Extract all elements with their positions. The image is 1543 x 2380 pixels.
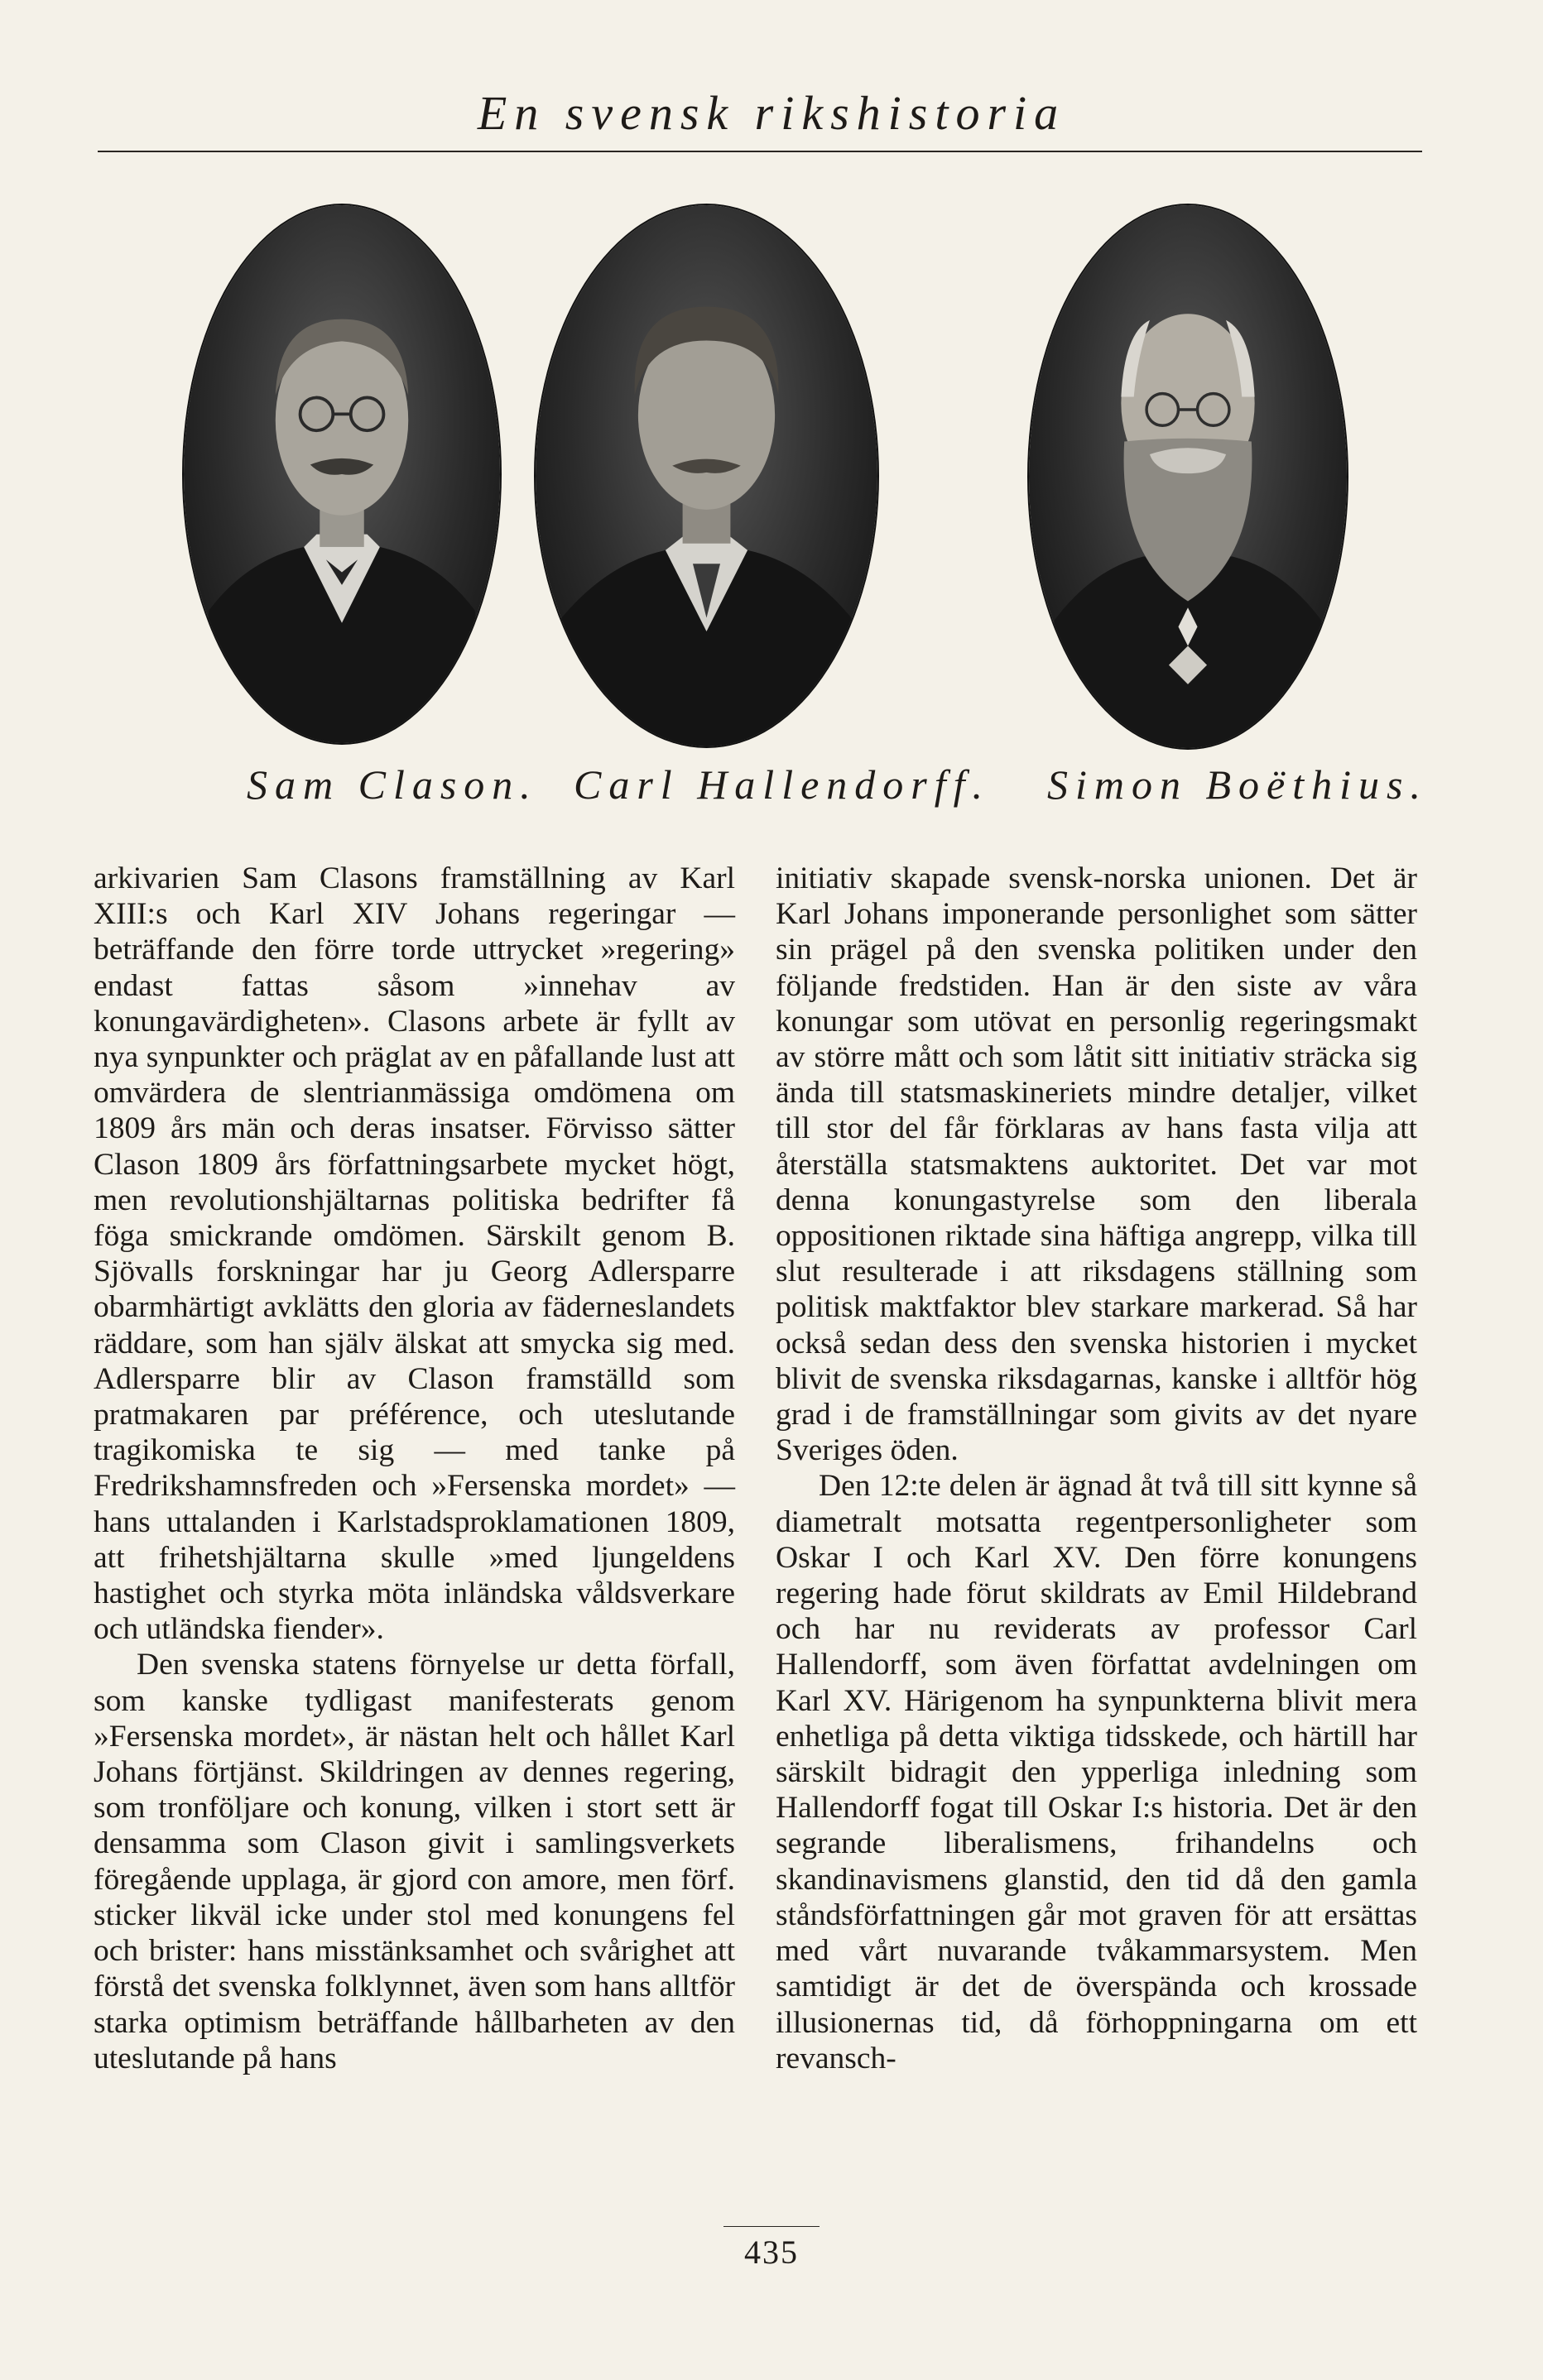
paragraph: arkivarien Sam Clasons framställning av Karl XIII:s och Karl XIV Johans regeringar — beträffande den förre torde uttrycket »regering» endast fattas såsom »innehav av konungavärdigheten». Clasons arbete är fyllt av nya synpunkter och präglat av en påfallande lust att omvärdera de slentrianmässiga omdömena om 1809 års män och deras insatser. Förvisso sätter Clason 1809 års författningsarbete mycket högt, men revolutionshjältarnas politiska bedrifter få föga smickrande omdömen. Särskilt genom B. Sjövalls forskningar har ju Georg Adlersparre obarmhärtigt avklätts den gloria av fäderneslandets räddare, som han själv älskat att smycka sig med. Adlersparre blir av Clason framställd som pratmakaren par préférence, och uteslutande tragikomiska te sig — med tanke på Fredrikshamnsfreden och »Fersenska mordet» — hans uttalanden i Karlstadsproklamationen 1809, att frihetshjältarna skulle »med ljungeldens hastighet och styrka möta inländska våldsverkare och utländska fiender».	[94, 861, 735, 1647]
portrait-carl-hallendorff	[536, 205, 877, 746]
paragraph: Den 12:te delen är ägnad åt två till sitt kynne så diametralt motsatta regentpersonligheter som Oskar I och Karl XV. Den förre konungens regering hade förut skildrats av Emil Hildebrand och har nu reviderats av professor Carl Hallendorff, som även författat avdelningen om Karl XV. Härigenom ha synpunkterna blivit mera enhetliga på detta viktiga tidsskede, och härtill har särskilt bidragit den ypperliga inledning som Hallendorff fogat till Oskar I:s historia. Det är den segrande liberalismens, frihandelns och skandinavismens glanstid, den tid då den gamla ståndsförfattningen går mot graven för att ersättas med vårt nuvarande tvåkammarsystem. Men samtidigt är det de överspända och krossade illusionernas tid, då förhoppningarna om ett revansch-	[776, 1469, 1417, 2075]
text-column-left	[94, 861, 735, 2076]
paragraph: initiativ skapade svensk-norska unionen. Det är Karl Johans imponerande personlighet som sätter sin prägel på den svenska politiken under den följande fredstiden. Han är den siste av våra konungar som utövat en personlig regeringsmakt av större mått och som låtit sitt initiativ sträcka sig ända till statsmaskineriets mindre detaljer, vilket till stor del får förklaras av hans fasta vilja att återställa statsmaktens auktoritet. Det var mot denna konungastyrelse som den liberala oppositionen riktade sina häftiga angrepp, vilka till slut resulterade i att riksdagens ställning som politisk maktfaktor blev starkare markerad. Så har också sedan dess den svenska historien i mycket blivit de svenska riksdagarnas, kanske i alltför hög grad i de framställningar som givits av det nyare Sveriges öden.	[776, 861, 1417, 1468]
running-title: En svensk rikshistoria	[477, 86, 1066, 140]
portrait-caption-2: Carl Hallendorff.	[574, 761, 991, 808]
paragraph: Den svenska statens förnyelse ur detta förfall, som kanske tydligast manifesterats genom »Fersenska mordet», är nästan helt och hållet Karl Johans förtjänst. Skildringen av dennes regering, som tronföljare och konung, vilken i stort sett är densamma som Clason givit i samlingsverkets föregående upplaga, är gjord con amore, men förf. sticker likväl icke under stol med konungens fel och brister: hans misstänksamhet och svårighet att förstå det svenska folklynnet, även som hans alltför starka optimism beträffande hållbarheten av den uteslutande på hans	[94, 1648, 735, 2075]
portrait-simon-boethius	[1029, 205, 1347, 748]
portrait-caption-1: Sam Clason.	[247, 761, 538, 808]
header-rule	[98, 151, 1422, 152]
text-column-right	[776, 861, 1417, 2076]
page-number: 435	[744, 2234, 799, 2271]
page-number-rule	[723, 2226, 820, 2227]
portrait-caption-3: Simon Boëthius.	[1047, 761, 1428, 808]
portrait-sam-clason	[184, 205, 500, 743]
